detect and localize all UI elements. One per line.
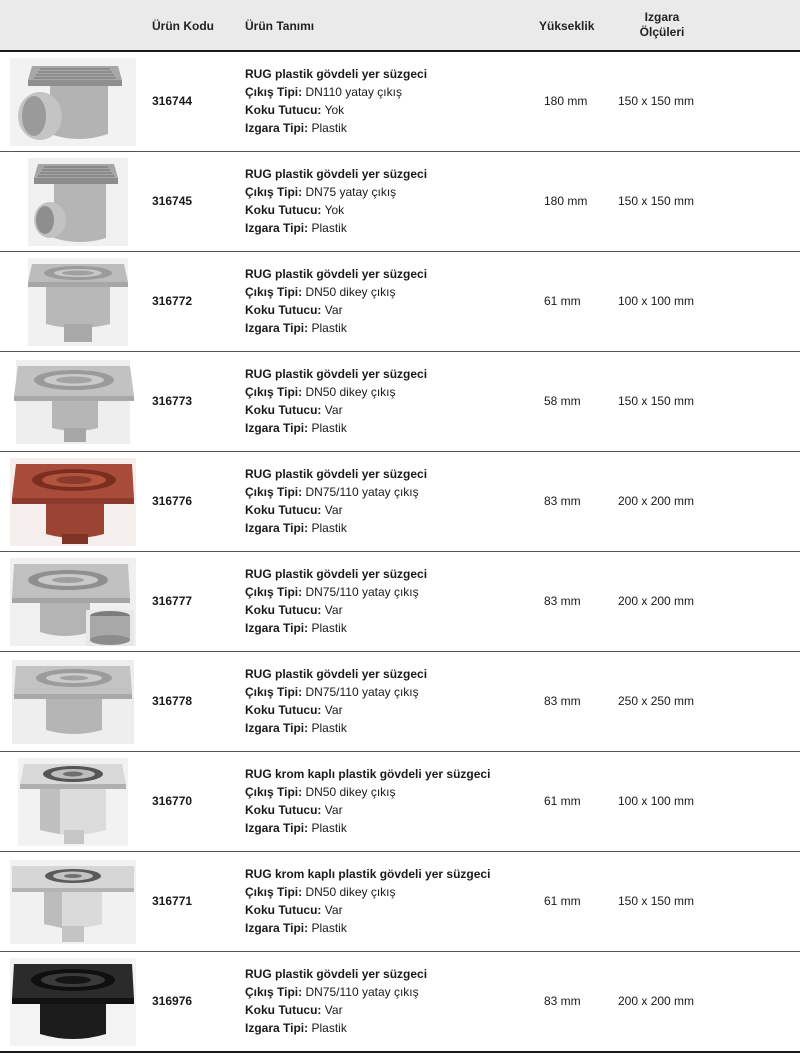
product-code: 316773 <box>152 394 193 408</box>
table-row <box>0 52 800 152</box>
trap-label: Koku Tutucu: <box>245 103 322 117</box>
product-height: 58 mm <box>544 394 581 408</box>
grate-value: Plastik <box>311 921 347 935</box>
table-row <box>0 952 800 1053</box>
grate-value: Plastik <box>311 321 347 335</box>
table-row <box>0 852 800 952</box>
outlet-label: Çıkış Tipi: <box>245 985 303 999</box>
product-grid-size: 150 x 150 mm <box>618 394 695 408</box>
grate-value: Plastik <box>311 1021 347 1035</box>
trap-value: Var <box>324 303 343 317</box>
product-description <box>245 165 427 237</box>
grate-label: Izgara Tipi: <box>245 421 309 435</box>
grate-value: Plastik <box>311 121 347 135</box>
outlet-label: Çıkış Tipi: <box>245 485 303 499</box>
product-height: 61 mm <box>544 894 581 908</box>
product-title: RUG plastik gövdeli yer süzgeci <box>245 67 428 81</box>
product-grid-size: 250 x 250 mm <box>618 694 695 708</box>
product-image <box>10 558 136 646</box>
table-row <box>0 652 800 752</box>
product-code: 316772 <box>152 294 193 308</box>
product-description <box>245 965 427 1037</box>
product-image <box>10 958 136 1046</box>
outlet-value: DN50 dikey çıkış <box>305 785 396 799</box>
product-code: 316771 <box>152 894 193 908</box>
trap-label: Koku Tutucu: <box>245 203 322 217</box>
product-height: 180 mm <box>544 94 588 108</box>
product-grid-size: 150 x 150 mm <box>618 194 695 208</box>
product-description <box>245 865 490 937</box>
product-image <box>10 58 136 146</box>
product-title: RUG plastik gövdeli yer süzgeci <box>245 967 428 981</box>
trap-label: Koku Tutucu: <box>245 303 322 317</box>
table-row <box>0 252 800 352</box>
product-code: 316976 <box>152 994 193 1008</box>
product-title: RUG plastik gövdeli yer süzgeci <box>245 467 428 481</box>
product-height: 83 mm <box>544 694 581 708</box>
product-image <box>10 758 136 846</box>
trap-value: Var <box>324 503 343 517</box>
grate-label: Izgara Tipi: <box>245 921 309 935</box>
product-code: 316770 <box>152 794 193 808</box>
header-grid-size <box>612 10 712 40</box>
grate-label: Izgara Tipi: <box>245 521 309 535</box>
outlet-label: Çıkış Tipi: <box>245 85 303 99</box>
trap-value: Yok <box>324 103 345 117</box>
product-title: RUG krom kaplı plastik gövdeli yer süzgeci <box>245 767 491 781</box>
product-code: 316776 <box>152 494 193 508</box>
product-image <box>10 458 136 546</box>
table-row <box>0 752 800 852</box>
outlet-label: Çıkış Tipi: <box>245 285 303 299</box>
outlet-label: Çıkış Tipi: <box>245 785 303 799</box>
product-height: 61 mm <box>544 294 581 308</box>
header-grid-line1: Izgara <box>644 10 680 24</box>
grate-value: Plastik <box>311 821 347 835</box>
header-grid-line2: Ölçüleri <box>639 25 685 39</box>
product-description <box>245 265 427 337</box>
trap-label: Koku Tutucu: <box>245 903 322 917</box>
product-grid-size: 100 x 100 mm <box>618 794 695 808</box>
trap-label: Koku Tutucu: <box>245 403 322 417</box>
header-description: Ürün Tanımı <box>245 19 315 33</box>
grate-label: Izgara Tipi: <box>245 121 309 135</box>
grate-value: Plastik <box>311 521 347 535</box>
header-code: Ürün Kodu <box>152 19 214 33</box>
product-height: 83 mm <box>544 594 581 608</box>
grate-value: Plastik <box>311 221 347 235</box>
product-image <box>10 658 136 746</box>
product-description <box>245 365 427 437</box>
grate-value: Plastik <box>311 621 347 635</box>
table-row <box>0 552 800 652</box>
product-description <box>245 765 490 837</box>
trap-label: Koku Tutucu: <box>245 603 322 617</box>
product-grid-size: 200 x 200 mm <box>618 994 695 1008</box>
trap-value: Var <box>324 1003 343 1017</box>
outlet-label: Çıkış Tipi: <box>245 685 303 699</box>
trap-label: Koku Tutucu: <box>245 503 322 517</box>
header-height: Yükseklik <box>539 19 595 33</box>
outlet-value: DN75/110 yatay çıkış <box>305 985 419 999</box>
trap-value: Var <box>324 903 343 917</box>
product-image <box>10 358 136 446</box>
product-height: 83 mm <box>544 494 581 508</box>
product-title: RUG plastik gövdeli yer süzgeci <box>245 667 428 681</box>
trap-label: Koku Tutucu: <box>245 703 322 717</box>
product-code: 316777 <box>152 594 193 608</box>
product-description <box>245 465 427 537</box>
product-height: 61 mm <box>544 794 581 808</box>
trap-value: Var <box>324 603 343 617</box>
outlet-label: Çıkış Tipi: <box>245 185 303 199</box>
outlet-label: Çıkış Tipi: <box>245 885 303 899</box>
table-row <box>0 352 800 452</box>
outlet-value: DN50 dikey çıkış <box>305 885 396 899</box>
outlet-value: DN50 dikey çıkış <box>305 285 396 299</box>
product-code: 316778 <box>152 694 193 708</box>
product-title: RUG plastik gövdeli yer süzgeci <box>245 367 428 381</box>
table-row <box>0 152 800 252</box>
trap-value: Var <box>324 803 343 817</box>
product-image <box>10 258 136 346</box>
product-description <box>245 565 427 637</box>
product-code: 316744 <box>152 94 193 108</box>
outlet-label: Çıkış Tipi: <box>245 585 303 599</box>
product-description <box>245 65 427 137</box>
product-description <box>245 665 427 737</box>
grate-value: Plastik <box>311 721 347 735</box>
product-height: 180 mm <box>544 194 588 208</box>
product-code: 316745 <box>152 194 193 208</box>
trap-label: Koku Tutucu: <box>245 1003 322 1017</box>
product-grid-size: 150 x 150 mm <box>618 94 695 108</box>
outlet-value: DN75 yatay çıkış <box>305 185 397 199</box>
product-image <box>10 158 136 246</box>
product-title: RUG plastik gövdeli yer süzgeci <box>245 167 428 181</box>
product-title: RUG krom kaplı plastik gövdeli yer süzgeci <box>245 867 491 881</box>
outlet-value: DN75/110 yatay çıkış <box>305 585 419 599</box>
product-grid-size: 200 x 200 mm <box>618 494 695 508</box>
product-height: 83 mm <box>544 994 581 1008</box>
grate-value: Plastik <box>311 421 347 435</box>
grate-label: Izgara Tipi: <box>245 1021 309 1035</box>
outlet-value: DN75/110 yatay çıkış <box>305 485 419 499</box>
table-row <box>0 452 800 552</box>
grate-label: Izgara Tipi: <box>245 621 309 635</box>
product-grid-size: 200 x 200 mm <box>618 594 695 608</box>
outlet-label: Çıkış Tipi: <box>245 385 303 399</box>
trap-value: Var <box>324 703 343 717</box>
product-title: RUG plastik gövdeli yer süzgeci <box>245 267 428 281</box>
table-header <box>0 0 800 52</box>
product-grid-size: 100 x 100 mm <box>618 294 695 308</box>
grate-label: Izgara Tipi: <box>245 221 309 235</box>
trap-value: Yok <box>324 203 345 217</box>
outlet-value: DN75/110 yatay çıkış <box>305 685 419 699</box>
outlet-value: DN110 yatay çıkış <box>305 85 402 99</box>
product-grid-size: 150 x 150 mm <box>618 894 695 908</box>
grate-label: Izgara Tipi: <box>245 321 309 335</box>
outlet-value: DN50 dikey çıkış <box>305 385 396 399</box>
product-title: RUG plastik gövdeli yer süzgeci <box>245 567 428 581</box>
product-image <box>10 858 136 946</box>
grate-label: Izgara Tipi: <box>245 821 309 835</box>
trap-label: Koku Tutucu: <box>245 803 322 817</box>
trap-value: Var <box>324 403 343 417</box>
grate-label: Izgara Tipi: <box>245 721 309 735</box>
